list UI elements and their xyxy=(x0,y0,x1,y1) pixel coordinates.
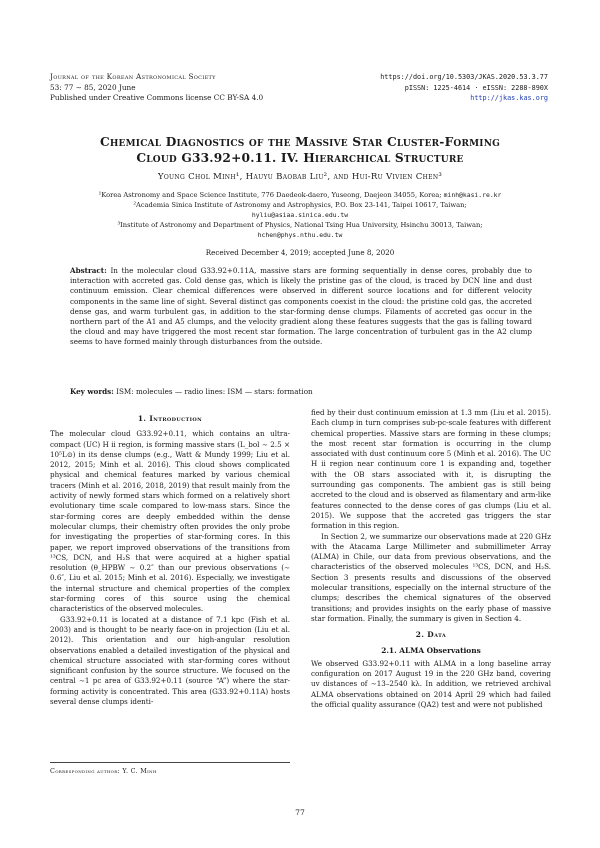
intro-paragraph-2: G33.92+0.11 is located at a distance of 7.1 kpc (Fish et al. 2003) and is thought to be nearly face-on in projection (Liu et al. 2012). This orientation and our high-angular resolution observations enabled a detailed investigation of the physical and chemical structure associated with star-forming cores without significant confusion by the source structure. We focused on the central ∼1 pc area of G33.92+0.11 (source “A”) where the star-forming activity is concentrated. This area (G33.92+0.11A) hosts several dense clumps identi- xyxy=(50,614,290,707)
keywords xyxy=(70,387,532,396)
abstract xyxy=(70,266,532,348)
right-column xyxy=(311,408,551,710)
email-link-1[interactable]: minh@kasi.re.kr xyxy=(443,191,502,199)
keywords-label: Key words: xyxy=(70,387,114,396)
volume-pages: 53: 77 ∼ 85, 2020 June xyxy=(50,82,136,92)
journal-header xyxy=(50,72,263,104)
doi-header xyxy=(380,72,548,104)
affiliation-2: ²Academia Sinica Institute of Astronomy and Astrophysics, P.O. Box 23-141, Taipei 10617, Taiwan; xyxy=(133,201,467,209)
affiliation-1: ¹Korea Astronomy and Space Science Institute, 776 Daedeok-daero, Yuseong, Daejeon 34055, Korea; minh@kasi.re.kr xyxy=(98,191,502,199)
intro-paragraph-4: In Section 2, we summarize our observations made at 220 GHz with the Atacama Large Millimeter and submillimeter Array (ALMA) in Chile, our data from previous observations, and the characteristics of the observed molecules ¹³CS, DCN, and H₂S. Section 3 presents results and discussions of the observed molecular transitions, especially on the internal structure of the clumps; describes the chemical signatures of the observed transitions; and provides insights on the early phase of massive star formation. Finally, the summary is given in Section 4. xyxy=(311,531,551,623)
email-link-2[interactable]: hyliu@asiaa.sinica.edu.tw xyxy=(251,211,349,219)
affiliations xyxy=(40,190,560,240)
doi-link[interactable]: https://doi.org/10.5303/JKAS.2020.53.3.77 xyxy=(380,73,548,81)
abstract-label: Abstract: xyxy=(70,266,107,275)
issn-text: pISSN: 1225-4614 · eISSN: 2288-890X xyxy=(404,83,548,92)
section-1-heading: 1. Introduction xyxy=(137,414,203,423)
intro-paragraph-1: The molecular cloud G33.92+0.11, which contains an ultra-compact (UC) H ii region, is forming massive stars (L_bol ∼ 2.5 × 10⁵L⊙) in its dense clumps (e.g., Watt & Mundy 1999; Liu et al. 2012, 2015; Minh et al. 2016). This cloud shows complicated physical and chemical features marked by various chemical tracers (Minh et al. 2016, 2018, 2019) that result mainly from the activity of newly formed stars which formed on a relatively short evolutionary time scale compared to low-mass stars. Since the star-forming cores are deeply embedded within the dense molecular clumps, their chemistry often provides the only probe for investigating the properties of star-forming cores. In this paper, we report improved observations of the transitions from ¹³CS, DCN, and H₂S that were acquired at a higher spatial resolution (θ_HPBW ∼ 0.2″ than our previous observations (∼ 0.6″, Liu et al. 2015; Minh et al. 2016). Especially, we investigate the internal structure and chemical properties of the complex star-forming cores of this source using the chemical characteristics of the observed molecules. xyxy=(50,429,290,614)
received-date: Received December 4, 2019; accepted June 8, 2020 xyxy=(205,248,395,257)
email-link-3[interactable]: hchen@phys.nthu.edu.tw xyxy=(257,231,343,239)
subsection-2-1-heading: 2.1. ALMA Observations xyxy=(381,645,481,655)
journal-url-link[interactable]: http://jkas.kas.org xyxy=(470,94,548,102)
intro-paragraph-3: fied by their dust continuum emission at 1.3 mm (Liu et al. 2015). Each clump in turn comprises sub-pc-scale features with different chemical properties. Massive stars are forming in these clumps; the most recent star formation is occurring in the clump associated with dust continuum core 5 (Minh et al. 2016). The UC H ii region near continuum core 1 is expanding and, together with the OB stars associated with it, is disrupting the surrounding gas components. The ambient gas is still being accreted to the cloud and is observed as filamentary and arm-like features connected to the dense cores of gas clumps (Liu et al. 2015). We suppose that the accreted gas triggers the star formation in this region. xyxy=(311,408,551,531)
journal-name: Journal of the Korean Astronomical Society xyxy=(50,72,216,81)
keywords-text: ISM: molecules — radio lines: ISM — stars: formation xyxy=(116,387,313,396)
license-text: Published under Creative Commons license CC BY-SA 4.0 xyxy=(50,93,264,102)
affiliation-3: ³Institute of Astronomy and Department of Physics, National Tsing Hua University, Hsinchu 30013, Taiwan; xyxy=(117,221,483,229)
title-line-2: Cloud G33.92+0.11. IV. Hierarchical Structure xyxy=(136,151,464,165)
left-column xyxy=(50,408,290,707)
section-2-heading: 2. Data xyxy=(415,630,447,640)
paper-title xyxy=(40,134,560,166)
author-list: Young Chol Minh¹, Hauyu Baobab Liu², and Hui-Ru Vivien Chen³ xyxy=(157,172,443,182)
corresponding-author: Corresponding author: Y. C. Minh xyxy=(50,762,290,775)
page-number: 77 xyxy=(295,808,305,817)
title-line-1: Chemical Diagnostics of the Massive Star Cluster-Forming xyxy=(99,135,501,149)
abstract-text: In the molecular cloud G33.92+0.11A, massive stars are forming sequentially in dense cores, probably due to interaction with accreted gas. Cold dense gas, which is likely the pristine gas of the cloud, is traced by DCN line and dust continuum emission. Clear chemical differences were observed in different source locations and for different velocity components in the same line of sight. Several distinct gas components coexist in the cloud: the pristine cold gas, the accreted dense gas, and warm turbulent gas, in addition to the star-forming dense clumps. Filaments of accreted gas occur in the northern part of the A1 and A5 clumps, and the velocity gradient along these features suggests that the gas is falling toward the cloud and may have triggered the most recent star formation. The large concentration of turbulent gas in the A2 clump seems to have formed mainly through disturbances from the outside. xyxy=(70,266,532,347)
data-paragraph-1: We observed G33.92+0.11 with ALMA in a long baseline array configuration on 2017 August 19 in the 220 GHz band, covering uv distances of ∼13–2540 kλ. In addition, we retrieved archival ALMA observations obtained on 2014 April 29 which had failed the official quality assurance (QA2) test and were not published xyxy=(311,658,551,710)
